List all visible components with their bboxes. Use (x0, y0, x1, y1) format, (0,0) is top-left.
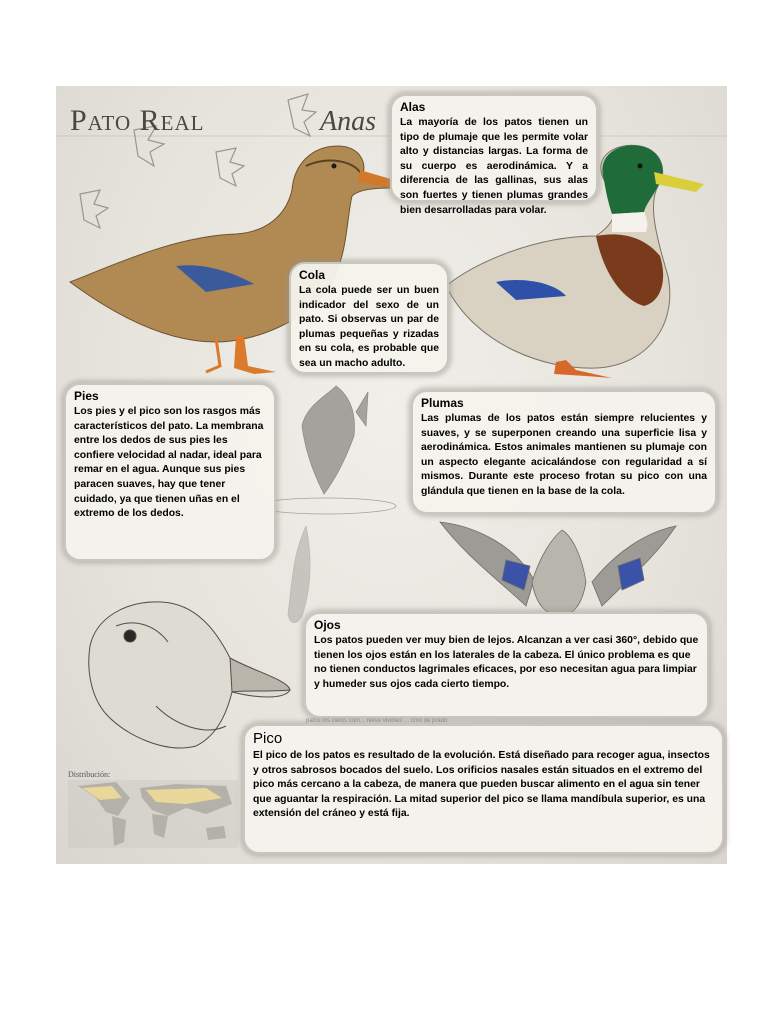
box-text: La mayoría de los patos tienen un tipo de plumaje que les permite volar alto y distancias largas. La forma de su cuerpo es aerodinámica. Y a diferencia de las gallinas, sus alas son fuertes y tienen plumas grandes bien desarrolladas para volar. (400, 117, 588, 216)
box-heading: Pies (74, 389, 99, 403)
box-heading: Alas (400, 100, 426, 114)
box-text: Las plumas de los patos están siempre relucientes y suaves, y se superponen creando una superficie lisa y aerodinámica. Estos animales mantienen su plumaje con un aspecto elegante acicalándose con regularidad a sí mismos. Durante este proceso frotan su pico con una glándula que tienen en la base de la cola. (421, 413, 707, 497)
box-text: Los patos pueden ver muy bien de lejos. Alcanzan a ver casi 360°, debido que tienen los ojos están en los laterales de la cabeza. El único problema es que no tienen conductos lagrimales eficaces, por eso necesitan agua para limpiar y humeder sus ojos cada cierto tiempo. (314, 635, 699, 690)
box-text: La cola puede ser un buen indicador del sexo de un pato. Si observas un par de plumas pequeñas y rizadas en su cola, es probable que sea un macho adulto. (299, 285, 439, 369)
box-heading: Plumas (421, 396, 464, 410)
distribution-label: Distribución: (68, 770, 111, 779)
info-box-alas (390, 94, 598, 216)
world-map (68, 780, 238, 848)
info-box-pico (243, 724, 724, 854)
box-text: Los pies y el pico son los rasgos más característicos del pato. La membrana entre los dedos de sus pies les confiere velocidad al nadar, ideal para remar en el agua. Aunque sus pies paracen suaves, hay que tener cuidado, ya que tienen uñas en el extremo de los dedos. (74, 406, 264, 520)
box-heading: Ojos (314, 618, 341, 632)
info-box-ojos (304, 612, 709, 718)
info-box-cola (289, 262, 449, 374)
scientific-name: Anas (320, 106, 376, 137)
flying-duck-sketch (440, 522, 676, 616)
diving-duck-sketch (256, 386, 396, 623)
info-box-plumas (411, 390, 717, 514)
box-text: El pico de los patos es resultado de la evolución. Está diseñado para recoger agua, insectos y otros sabrosos bocados del suelo. Los orificios nasales están situados en el extremo del pico más cercano a la cabeza, de manera que pueden buscar alimento en el agua sin tener que aguantar la respiración. La mitad superior del pico se llama mandíbula superior, es una extensión del cráneo y está fija. (253, 750, 710, 820)
box-heading: Cola (299, 268, 326, 282)
box-heading: Pico (253, 730, 283, 747)
info-box-pies (64, 383, 276, 561)
faint-caption: patos los cielos com... nieve vivibles ... cmo de prado (306, 718, 448, 724)
page-title: Pato Real (70, 104, 205, 137)
